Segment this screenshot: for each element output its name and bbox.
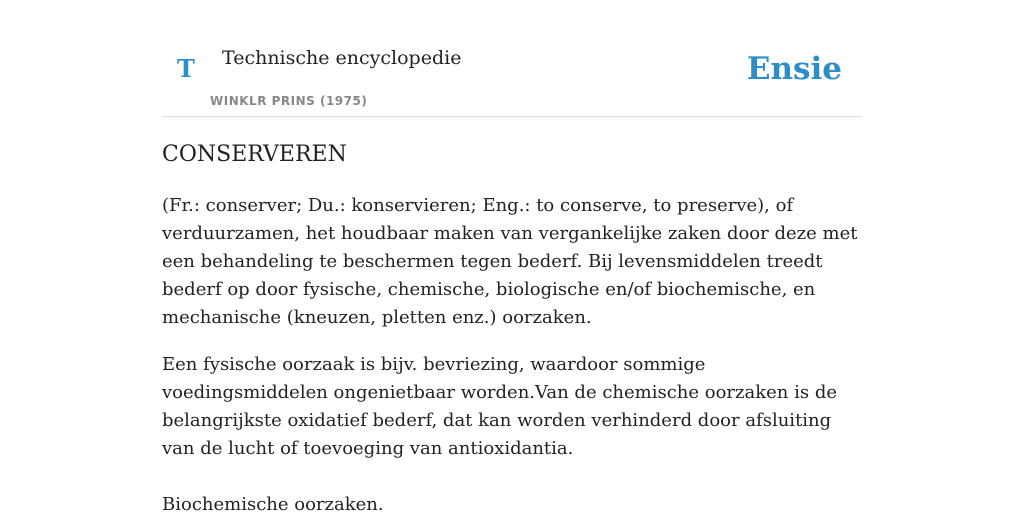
article-title: CONSERVEREN bbox=[162, 142, 347, 167]
page-header bbox=[162, 0, 862, 117]
book-subtitle: WINKLR PRINS (1975) bbox=[210, 94, 368, 108]
article-paragraph: Biochemische oorzaken. bbox=[162, 494, 384, 512]
book-title-link[interactable]: Technische encyclopedie bbox=[222, 47, 462, 69]
ensie-logo[interactable]: Ensie bbox=[746, 51, 842, 87]
book-logo-icon[interactable]: T bbox=[177, 54, 195, 83]
article-content bbox=[162, 138, 862, 512]
article-paragraph: (Fr.: conserver; Du.: konservieren; Eng.: to conserve, to preserve), of verduurzamen, het houdbaar maken van vergankelijke zaken door deze met een behandeling te beschermen tegen bederf. Bij levensmiddelen treedt bederf op door fysische, chemische, biologische en/of biochemische, en mechanische (kneuzen, pletten enz.) oorzaken. bbox=[162, 195, 858, 328]
article-paragraph: Een fysische oorzaak is bijv. bevriezing, waardoor sommige voedingsmiddelen ongenietbaar worden.Van de chemische oorzaken is de belangrijkste oxidatief bederf, dat kan worden verhinderd door afsluiting van de lucht of toevoeging van antioxidantia. bbox=[162, 354, 838, 459]
